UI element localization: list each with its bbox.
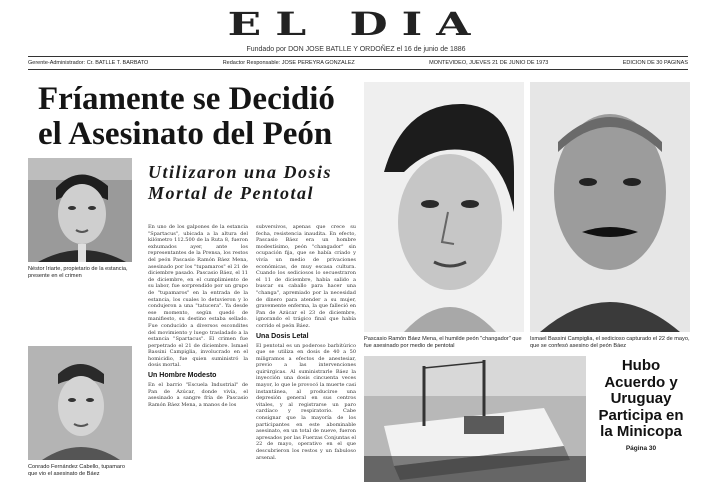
portrait-photo-iriarte — [28, 158, 132, 262]
masthead-founded: Fundado por DON JOSE BATLLE Y ORDOÑEZ el 16 de junio de 1886 — [246, 46, 466, 53]
article-body-text: En el barrio "Escuela Industrial" de Pan de Azúcar, donde vivía, el asesinado a sangre fría de Pascasio Ramón Báez Mena, a manos de los — [148, 382, 248, 408]
article-body-text: En uno de los galpones de la estancia "Spartacus", ubicada a la altura del kilómetro 112.500 de la Ruta 8, fueron exhumados ayer, ante los representantes de la Prensa, los restos del peón Pascasio Ramón Báez Mena, asesinado por los "tupamaros" el 21 de diciembre pasado. Pascasio Báez, el 11 de diciembre, en el cumplimiento de su labor, fue sorprendido por un grupo de "tupamaros" en la entrada de la estancia, los cuales lo detuvieron y lo condujeron a una "tatucera". Ya desde ese momento, según quedó de manifiesto, su destino estaba sellado. Fue conducido a diversos escondites del movimiento y luego trasladado a la estancia "Spartacus". El crimen fue perpetrado el 21 de diciembre. Ismael Bassini Campiglia, involucrado en el homicidio, fue quien suministró la dosis mortal. — [148, 224, 248, 369]
article-body-text: El pentotal es un poderoso barbitúrico que se utiliza en dosis de 40 a 50 miligramos a efectos de anestesiar, previo a las intervenciones quirúrgicas. Al suministrarle Báez la inyección una dosis cincuenta veces mayor, lo que le provocó la muerte casi instantánea, al producirse una depresión general en sus centros vitales, y al registrarse un paro cardíaco y respiratorio. Cabe consignar que la mayoría de los participantes en este abominable asesinato, en un total de nueve, fueron apresados por las Fuerzas Conjuntas el 22 de mayo, operativo en el que descubrieron los restos y un fabuloso arsenal. — [256, 342, 356, 461]
caption-iriarte: Néstor Iriarte, propietario de la estancia, presente en el crimen — [28, 266, 128, 279]
divider — [28, 56, 688, 57]
article-body-text: subversivos, apenas que crece su fecha, resistencia inaudita. En efecto, Pascasio Báez era un hombre modestísimo, peón "changador" sin ocupación fija, que se había criado y vivía un medio de privaciones económicas, de muy escasa cultura. Cuando los sediciosos lo secuestraron el 11 de diciembre, había salido a buscar su caballo para hacer una "changa", apremiado por la necesidad de dinero para atender a su mujer, gravemente enferma, la que falleció en Pan de Azúcar el 23 de diciembre, ignorando el trágico final que había corrido el peón Báez. — [256, 224, 356, 329]
manager-credit: Gerente-Administrador: Cr. BATLLE T. BARBATO — [28, 60, 149, 66]
portrait-photo-fernandez — [28, 346, 132, 460]
sports-teaser-page: Página 30 — [625, 444, 657, 452]
main-headline: Fríamente se Decidió el Asesinato del Peón — [38, 81, 335, 152]
portrait-photo-baez — [364, 82, 524, 332]
editor-credit: Redactor Responsable: JOSE PEREYRA GONZALEZ — [222, 60, 355, 66]
sports-teaser-headline[interactable]: Hubo Acuerdo y Uruguay Participa en la Minicopa — [598, 357, 684, 441]
issue-date: MONTEVIDEO, JUEVES 21 DE JUNIO DE 1973 — [429, 60, 549, 66]
divider — [28, 69, 688, 70]
edition-info: EDICION DE 30 PAGINAS — [622, 60, 688, 66]
excavation-photo — [364, 356, 586, 482]
section-heading: Un Hombre Modesto — [148, 372, 217, 380]
caption-bassini: Ismael Bassini Campiglia, el sedicioso capturado el 22 de mayo, que se confesó asesino del peón Báez — [530, 336, 690, 349]
caption-baez: Pascasio Ramón Báez Mena, el humilde peón "changador" que fue asesinado por medio de pentotal — [364, 336, 522, 349]
portrait-photo-bassini — [530, 82, 690, 332]
caption-fernandez: Conrado Fernández Cabello, tupamaro que vio el asesinato de Báez — [28, 464, 126, 477]
section-heading: Una Dosis Letal — [256, 332, 309, 340]
subheadline: Utilizaron una Dosis Mortal de Pentotal — [148, 162, 333, 203]
info-bar — [28, 58, 688, 68]
article-column-2 — [256, 224, 356, 488]
masthead-title: EL DIA — [227, 6, 485, 43]
article-column-1 — [148, 224, 248, 488]
sports-teaser[interactable] — [592, 358, 690, 478]
